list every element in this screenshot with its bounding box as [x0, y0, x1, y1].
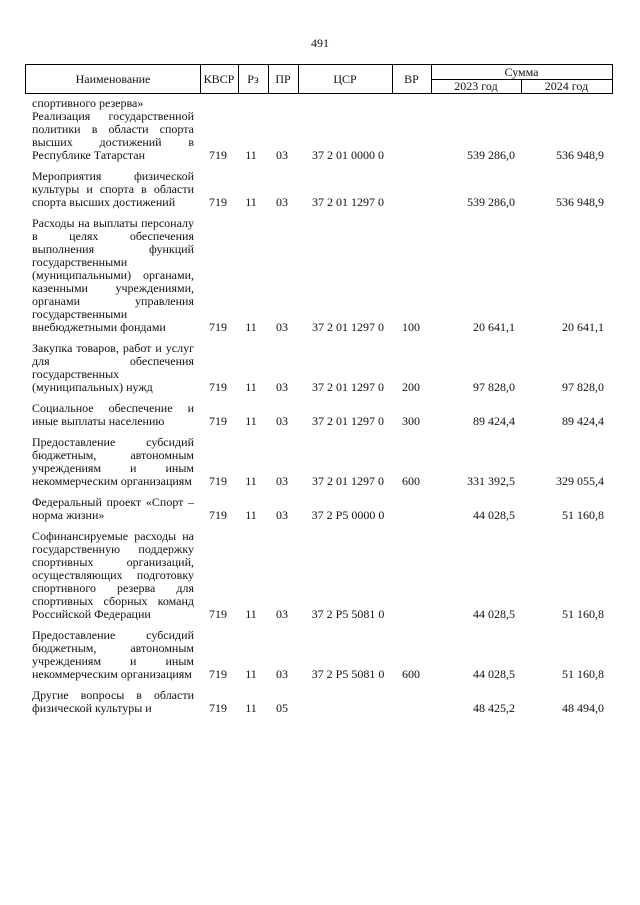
- row-name: Предоставление субсидий бюджетным, автономным учреждениям и иным некоммерческим организациям: [32, 628, 194, 681]
- row-vr: 200: [402, 380, 420, 394]
- header-year-2024: 2024 год: [544, 78, 589, 93]
- row-name: Другие вопросы в области физической культуры и: [32, 688, 194, 715]
- header-name: Наименование: [75, 71, 151, 86]
- row-pr: 03: [276, 667, 288, 681]
- row-sum-2023: 97 828,0: [473, 380, 515, 394]
- row-kvsr: 719: [209, 414, 227, 428]
- row-pr: 03: [276, 195, 288, 209]
- row-vr: 600: [402, 667, 420, 681]
- row-sum-2023: 539 286,0: [467, 195, 515, 209]
- row-name: Предоставление субсидий бюджетным, автономным учреждениям и иным некоммерческим организациям: [32, 435, 194, 488]
- row-kvsr: 719: [209, 701, 227, 715]
- row-rz: 11: [245, 148, 257, 162]
- row-csr: 37 2 01 1297 0: [312, 320, 384, 334]
- table-row: [0, 629, 640, 681]
- row-sum-2024: 536 948,9: [556, 148, 604, 162]
- row-sum-2024: 48 494,0: [562, 701, 604, 715]
- table-row: [0, 402, 640, 428]
- row-sum-2023: 44 028,5: [473, 508, 515, 522]
- row-pr: 03: [276, 148, 288, 162]
- row-csr: 37 2 01 0000 0: [312, 148, 384, 162]
- row-rz: 11: [245, 320, 257, 334]
- row-kvsr: 719: [209, 320, 227, 334]
- row-sum-2023: 44 028,5: [473, 667, 515, 681]
- row-rz: 11: [245, 667, 257, 681]
- row-sum-2024: 51 160,8: [562, 508, 604, 522]
- row-kvsr: 719: [209, 607, 227, 621]
- table-header: [25, 64, 613, 94]
- row-sum-2024: 536 948,9: [556, 195, 604, 209]
- row-kvsr: 719: [209, 474, 227, 488]
- header-vr: ВР: [404, 71, 419, 86]
- row-name: Социальное обеспечение и иные выплаты населению: [32, 401, 194, 428]
- row-kvsr: 719: [209, 195, 227, 209]
- row-pr: 03: [276, 380, 288, 394]
- row-csr: 37 2 01 1297 0: [312, 380, 384, 394]
- header-sum: Сумма: [504, 64, 539, 79]
- table-row: [0, 110, 640, 162]
- row-pr: 03: [276, 320, 288, 334]
- header-kvsr: КВСР: [203, 71, 235, 86]
- row-kvsr: 719: [209, 667, 227, 681]
- header-csr: ЦСР: [333, 71, 357, 86]
- row-csr: 37 2 01 1297 0: [312, 414, 384, 428]
- table-row: [0, 496, 640, 522]
- table-body: [0, 110, 640, 723]
- row-csr: 37 2 P5 5081 0: [311, 667, 385, 681]
- row-rz: 11: [245, 474, 257, 488]
- row-name: Софинансируемые расходы на государственную поддержку спортивных организаций, осуществляющих подготовку спортивного резерва для спортивных сборных команд Российской Федерации: [32, 529, 194, 621]
- row-name: Федеральный проект «Спорт – норма жизни»: [32, 495, 194, 522]
- table-row: [0, 436, 640, 488]
- row-csr: 37 2 P5 0000 0: [311, 508, 385, 522]
- row-name: Расходы на выплаты персоналу в целях обеспечения выполнения функций государственными (муниципальными) органами, казенными учреждениями, органами управления государственными внебюджетными фондами: [32, 216, 194, 334]
- row-csr: 37 2 01 1297 0: [312, 195, 384, 209]
- row-sum-2023: 20 641,1: [473, 320, 515, 334]
- table-row: [0, 689, 640, 715]
- row-pr: 03: [276, 508, 288, 522]
- row-pr: 03: [276, 474, 288, 488]
- row-rz: 11: [245, 380, 257, 394]
- row-vr: 300: [402, 414, 420, 428]
- row-sum-2023: 44 028,5: [473, 607, 515, 621]
- row-rz: 11: [245, 607, 257, 621]
- row-vr: 100: [402, 320, 420, 334]
- table-row: [0, 342, 640, 394]
- row-sum-2024: 51 160,8: [562, 667, 604, 681]
- page-number: 491: [311, 36, 329, 50]
- row-sum-2024: 51 160,8: [562, 607, 604, 621]
- row-rz: 11: [245, 701, 257, 715]
- row-kvsr: 719: [209, 380, 227, 394]
- row-sum-2023: 331 392,5: [467, 474, 515, 488]
- row-name: Реализация государственной политики в области спорта высших достижений в Республике Татарстан: [32, 109, 194, 162]
- header-year-2023: 2023 год: [454, 78, 498, 93]
- row-sum-2024: 20 641,1: [562, 320, 604, 334]
- header-pr: ПР: [275, 71, 291, 86]
- row-sum-2023: 48 425,2: [473, 701, 515, 715]
- table-row: [0, 217, 640, 334]
- carryover-text: спортивного резерва»: [32, 96, 144, 110]
- row-sum-2023: 539 286,0: [467, 148, 515, 162]
- row-name: Мероприятия физической культуры и спорта в области спорта высших достижений: [32, 169, 194, 209]
- row-kvsr: 719: [209, 148, 227, 162]
- row-sum-2023: 89 424,4: [473, 414, 515, 428]
- row-csr: 37 2 01 1297 0: [312, 474, 384, 488]
- row-sum-2024: 97 828,0: [562, 380, 604, 394]
- header-rz: Рз: [247, 71, 259, 86]
- row-rz: 11: [245, 508, 257, 522]
- row-vr: 600: [402, 474, 420, 488]
- table-row: [0, 170, 640, 209]
- row-pr: 03: [276, 414, 288, 428]
- row-sum-2024: 89 424,4: [562, 414, 604, 428]
- row-sum-2024: 329 055,4: [556, 474, 604, 488]
- row-kvsr: 719: [209, 508, 227, 522]
- row-csr: 37 2 P5 5081 0: [311, 607, 385, 621]
- row-rz: 11: [245, 195, 257, 209]
- row-pr: 03: [276, 607, 288, 621]
- table-row: [0, 530, 640, 621]
- row-pr: 05: [276, 701, 288, 715]
- row-rz: 11: [245, 414, 257, 428]
- row-name: Закупка товаров, работ и услуг для обеспечения государственных (муниципальных) нужд: [32, 341, 194, 394]
